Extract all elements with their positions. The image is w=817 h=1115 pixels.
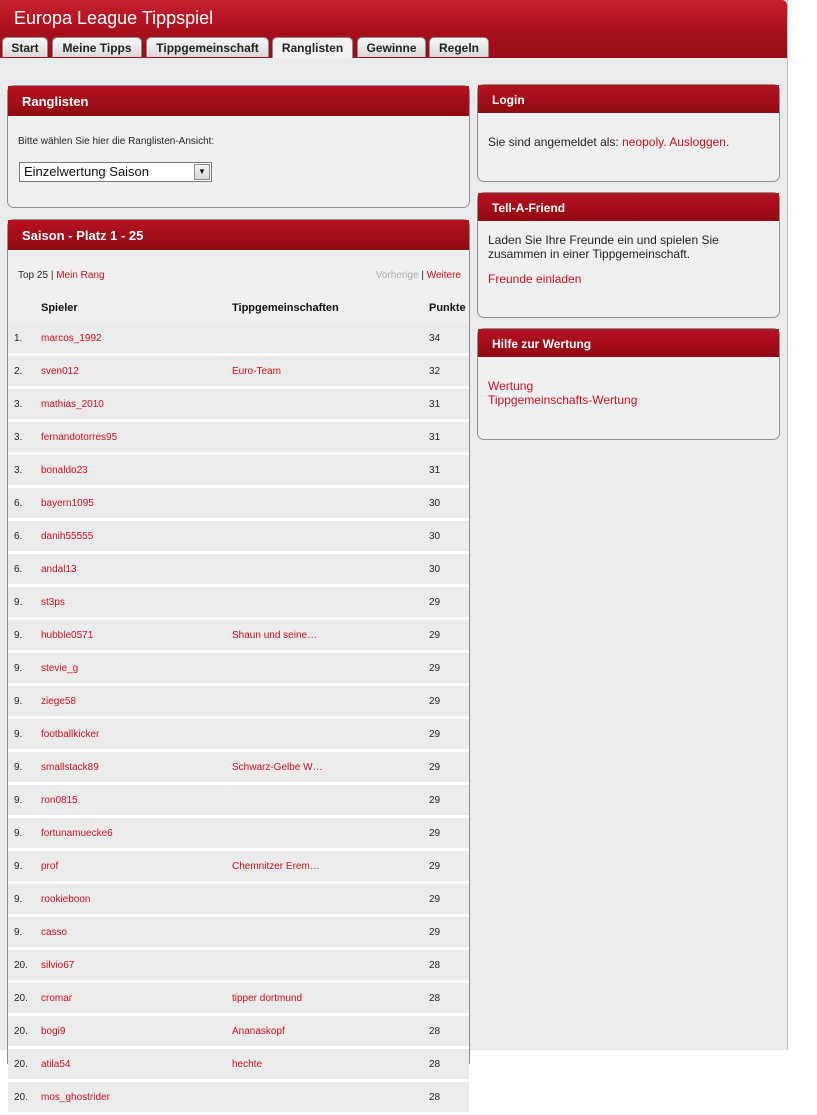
points-cell (428, 784, 469, 817)
player-link[interactable]: mathias_2010 (41, 398, 104, 410)
ranglisten-prompt: Bitte wählen Sie hier die Ranglisten-Ansicht: (18, 136, 215, 147)
group-cell (231, 586, 428, 619)
username-link[interactable]: neopoly. (622, 135, 667, 149)
group-cell (231, 619, 428, 652)
group-cell (231, 685, 428, 718)
player-cell (40, 784, 231, 817)
rank-cell: 9. (14, 893, 23, 905)
rank-cell (8, 454, 40, 487)
rank-cell (8, 487, 40, 520)
rank-cell: 9. (14, 728, 23, 740)
group-cell (231, 817, 428, 850)
group-cell (231, 982, 428, 1015)
player-cell (40, 817, 231, 850)
player-cell (40, 487, 231, 520)
points-cell (428, 520, 469, 553)
player-link[interactable]: fernandotorres95 (41, 431, 118, 443)
rank-cell (8, 355, 40, 388)
ranglisten-box-title: Ranglisten (8, 86, 469, 116)
rank-column-header (8, 292, 40, 323)
rank-cell: 6. (14, 563, 23, 575)
player-column-header: Spieler (40, 292, 231, 323)
rank-cell (8, 916, 40, 949)
points-cell: 30 (429, 563, 441, 575)
help-box (477, 328, 780, 440)
player-cell (40, 685, 231, 718)
points-cell: 29 (429, 728, 441, 740)
player-link[interactable]: sven012 (41, 365, 79, 377)
player-link[interactable]: hubble0571 (41, 629, 94, 641)
rank-cell: 20. (14, 1025, 28, 1037)
group-cell (231, 454, 428, 487)
ranking-row (8, 784, 469, 817)
saison-box-title: Saison - Platz 1 - 25 (8, 220, 469, 250)
points-cell: 29 (429, 761, 441, 773)
group-cell (231, 421, 428, 454)
rank-cell (8, 949, 40, 982)
player-cell (40, 949, 231, 982)
player-link[interactable]: st3ps (41, 596, 65, 608)
tab-start[interactable]: Start (2, 37, 48, 57)
next-link[interactable]: Weitere (426, 270, 461, 281)
player-link[interactable]: mos_ghostrider (41, 1091, 110, 1103)
ranking-row (8, 388, 469, 421)
rank-cell: 20. (14, 992, 28, 1004)
tell-a-friend-box (477, 192, 780, 318)
rank-cell: 20. (14, 1091, 28, 1103)
ranking-row (8, 817, 469, 850)
points-cell (428, 685, 469, 718)
points-cell: 30 (429, 497, 441, 509)
player-link[interactable]: prof (41, 860, 59, 872)
group-link[interactable]: tipper dortmund (232, 992, 303, 1004)
rank-cell (8, 850, 40, 883)
pager-separator: | (421, 270, 424, 281)
player-link[interactable]: cromar (41, 992, 73, 1004)
login-box-title: Login (478, 85, 779, 113)
rank-cell (8, 883, 40, 916)
player-link[interactable]: danih55555 (41, 530, 94, 542)
player-cell (40, 1048, 231, 1081)
points-cell: 31 (429, 398, 441, 410)
group-link[interactable]: Chemnitzer Erem… (232, 860, 320, 872)
tippgemeinschafts-wertung-link[interactable]: Tippgemeinschafts-Wertung (488, 393, 638, 407)
ranking-nav-right (376, 270, 461, 281)
group-cell (231, 1081, 428, 1114)
player-link[interactable]: ziege58 (41, 695, 77, 707)
rank-cell: 9. (14, 761, 23, 773)
tell-a-friend-title: Tell-A-Friend (478, 193, 779, 221)
rank-cell: 20. (14, 1058, 28, 1070)
points-cell: 28 (429, 1091, 441, 1103)
ranking-row (8, 751, 469, 784)
top25-label: Top 25 (18, 270, 49, 281)
rank-cell: 9. (14, 860, 23, 872)
points-cell: 28 (429, 959, 441, 971)
ranking-row (8, 454, 469, 487)
player-cell (40, 1081, 231, 1114)
group-link[interactable]: Shaun und seine… (232, 629, 318, 641)
points-cell (428, 553, 469, 586)
tab-tippgemeinschaft[interactable]: Tippgemeinschaft (146, 37, 269, 57)
wertung-link[interactable]: Wertung (488, 379, 534, 393)
ranglisten-view-select[interactable] (19, 162, 212, 182)
player-cell (40, 619, 231, 652)
ranking-nav-left (18, 270, 105, 281)
points-cell: 29 (429, 893, 441, 905)
group-cell (231, 323, 428, 355)
rank-cell (8, 1081, 40, 1114)
points-cell (428, 883, 469, 916)
points-cell (428, 355, 469, 388)
dropdown-arrow-icon[interactable]: ▼ (194, 164, 210, 180)
player-link[interactable]: rookieboon (41, 893, 91, 905)
rank-cell (8, 619, 40, 652)
group-cell (231, 1048, 428, 1081)
rank-cell (8, 685, 40, 718)
group-cell (231, 553, 428, 586)
group-cell (231, 883, 428, 916)
rank-cell: 9. (14, 926, 23, 938)
group-link[interactable]: hechte (232, 1058, 263, 1070)
points-cell (428, 1048, 469, 1081)
group-link[interactable]: Schwarz-Gelbe W… (232, 761, 323, 773)
points-cell: 29 (429, 662, 441, 674)
group-cell (231, 784, 428, 817)
player-link[interactable]: ron0815 (41, 794, 78, 806)
player-cell (40, 751, 231, 784)
app-title: Europa League Tippspiel (14, 8, 214, 28)
login-status (488, 135, 729, 149)
player-link[interactable]: footballkicker (41, 728, 100, 740)
ranking-header-row (8, 292, 469, 323)
group-link[interactable]: Euro-Team (232, 365, 281, 377)
player-link[interactable]: marcos_1992 (41, 332, 102, 344)
points-cell: 29 (429, 596, 441, 608)
player-cell (40, 586, 231, 619)
mein-rang-link[interactable]: Mein Rang (56, 270, 105, 281)
points-cell (428, 652, 469, 685)
rank-cell: 9. (14, 662, 23, 674)
points-cell (428, 487, 469, 520)
group-cell (231, 1015, 428, 1048)
rank-cell (8, 553, 40, 586)
rank-cell: 3. (14, 398, 23, 410)
rank-cell: 1. (14, 332, 23, 344)
player-link[interactable]: casso (41, 926, 68, 938)
points-cell: 29 (429, 926, 441, 938)
nav-separator: | (50, 270, 54, 281)
points-cell (428, 817, 469, 850)
points-cell: 31 (429, 431, 441, 443)
player-cell (40, 718, 231, 751)
rank-cell (8, 1048, 40, 1081)
rank-cell: 20. (14, 959, 28, 971)
points-cell: 34 (429, 332, 441, 344)
points-cell: 30 (429, 530, 441, 542)
tab-gewinne[interactable]: Gewinne (357, 37, 426, 57)
ranking-table (8, 292, 469, 1115)
rank-cell (8, 817, 40, 850)
player-link[interactable]: bayern1095 (41, 497, 94, 509)
logout-link[interactable]: Ausloggen (669, 135, 726, 149)
ranking-row (8, 520, 469, 553)
rank-cell: 9. (14, 629, 23, 641)
ranking-row (8, 916, 469, 949)
login-end: . (725, 135, 730, 149)
rank-cell: 9. (14, 596, 23, 608)
player-link[interactable]: andal13 (41, 563, 77, 575)
player-cell (40, 454, 231, 487)
rank-cell (8, 652, 40, 685)
rank-cell (8, 421, 40, 454)
prev-link: Vorherige (375, 270, 419, 281)
ranglisten-box (7, 85, 470, 208)
points-cell (428, 982, 469, 1015)
login-text: Sie sind angemeldet als: (488, 135, 619, 149)
group-link[interactable]: Ananaskopf (232, 1025, 285, 1037)
rank-cell (8, 323, 40, 355)
invite-friends-link[interactable]: Freunde einladen (488, 272, 582, 286)
ranking-row (8, 586, 469, 619)
rank-cell: 9. (14, 827, 23, 839)
points-cell: 31 (429, 464, 441, 476)
ranking-row (8, 883, 469, 916)
ranking-row (8, 850, 469, 883)
group-cell (231, 487, 428, 520)
site-header (0, 0, 787, 58)
points-cell (428, 718, 469, 751)
rank-cell: 9. (14, 695, 23, 707)
points-cell: 28 (429, 1025, 441, 1037)
player-link[interactable]: smallstack89 (41, 761, 99, 773)
group-cell (231, 850, 428, 883)
points-cell (428, 586, 469, 619)
rank-cell (8, 982, 40, 1015)
rank-cell (8, 520, 40, 553)
points-cell (428, 323, 469, 355)
group-cell (231, 751, 428, 784)
rank-cell (8, 388, 40, 421)
player-cell (40, 355, 231, 388)
tab-regeln[interactable]: Regeln (429, 37, 489, 57)
points-column-header: Punkte (428, 292, 469, 323)
ranking-row (8, 1015, 469, 1048)
ranking-row (8, 718, 469, 751)
ranking-row (8, 355, 469, 388)
points-cell (428, 916, 469, 949)
rank-cell: 6. (14, 497, 23, 509)
ranking-table-body (8, 323, 469, 1114)
points-cell: 29 (429, 827, 441, 839)
player-cell (40, 652, 231, 685)
player-link[interactable]: atila54 (41, 1058, 71, 1070)
player-cell (40, 883, 231, 916)
help-box-title: Hilfe zur Wertung (478, 329, 779, 357)
player-link[interactable]: fortunamuecke6 (41, 827, 113, 839)
player-cell (40, 850, 231, 883)
player-cell (40, 323, 231, 355)
points-cell (428, 454, 469, 487)
group-cell (231, 355, 428, 388)
group-cell (231, 520, 428, 553)
rank-cell (8, 586, 40, 619)
ranking-row (8, 1048, 469, 1081)
player-link[interactable]: stevie_g (41, 662, 79, 674)
group-column-header: Tippgemeinschaften (231, 292, 428, 323)
group-cell (231, 652, 428, 685)
rank-cell (8, 718, 40, 751)
points-cell (428, 1081, 469, 1114)
player-link[interactable]: bogi9 (41, 1025, 66, 1037)
rank-cell: 9. (14, 794, 23, 806)
points-cell: 32 (429, 365, 441, 377)
group-cell (231, 949, 428, 982)
player-link[interactable]: silvio67 (41, 959, 75, 971)
rank-cell (8, 751, 40, 784)
tell-a-friend-text: Laden Sie Ihre Freunde ein und spielen Sie zusammen in einer Tippgemeinschaft. (488, 233, 719, 261)
player-cell (40, 421, 231, 454)
ranking-row (8, 553, 469, 586)
tab-ranglisten[interactable]: Ranglisten (272, 37, 353, 58)
ranking-row (8, 619, 469, 652)
points-cell: 29 (429, 794, 441, 806)
group-cell (231, 718, 428, 751)
points-cell (428, 949, 469, 982)
player-cell (40, 982, 231, 1015)
points-cell: 28 (429, 1058, 441, 1070)
points-cell: 29 (429, 860, 441, 872)
points-cell (428, 421, 469, 454)
group-cell (231, 388, 428, 421)
points-cell (428, 751, 469, 784)
ranking-row (8, 652, 469, 685)
points-cell (428, 850, 469, 883)
ranking-row (8, 487, 469, 520)
rank-cell: 3. (14, 431, 23, 443)
player-cell (40, 916, 231, 949)
ranking-row (8, 1081, 469, 1114)
ranking-row (8, 982, 469, 1015)
login-box (477, 84, 780, 182)
ranking-row (8, 949, 469, 982)
player-cell (40, 553, 231, 586)
player-cell (40, 388, 231, 421)
saison-ranking-box (7, 219, 470, 1103)
points-cell (428, 619, 469, 652)
player-cell (40, 520, 231, 553)
select-value: Einzelwertung Saison (24, 164, 150, 179)
rank-cell: 3. (14, 464, 23, 476)
player-link[interactable]: bonaldo23 (41, 464, 88, 476)
ranking-row (8, 323, 469, 355)
points-cell: 29 (429, 695, 441, 707)
tab-meine-tipps[interactable]: Meine Tipps (52, 37, 142, 57)
group-cell (231, 916, 428, 949)
rank-cell: 6. (14, 530, 23, 542)
points-cell: 29 (429, 629, 441, 641)
player-cell (40, 1015, 231, 1048)
rank-cell (8, 784, 40, 817)
rank-cell: 2. (14, 365, 23, 377)
ranking-row (8, 421, 469, 454)
points-cell (428, 1015, 469, 1048)
points-cell: 28 (429, 992, 441, 1004)
ranking-row (8, 685, 469, 718)
points-cell (428, 388, 469, 421)
rank-cell (8, 1015, 40, 1048)
